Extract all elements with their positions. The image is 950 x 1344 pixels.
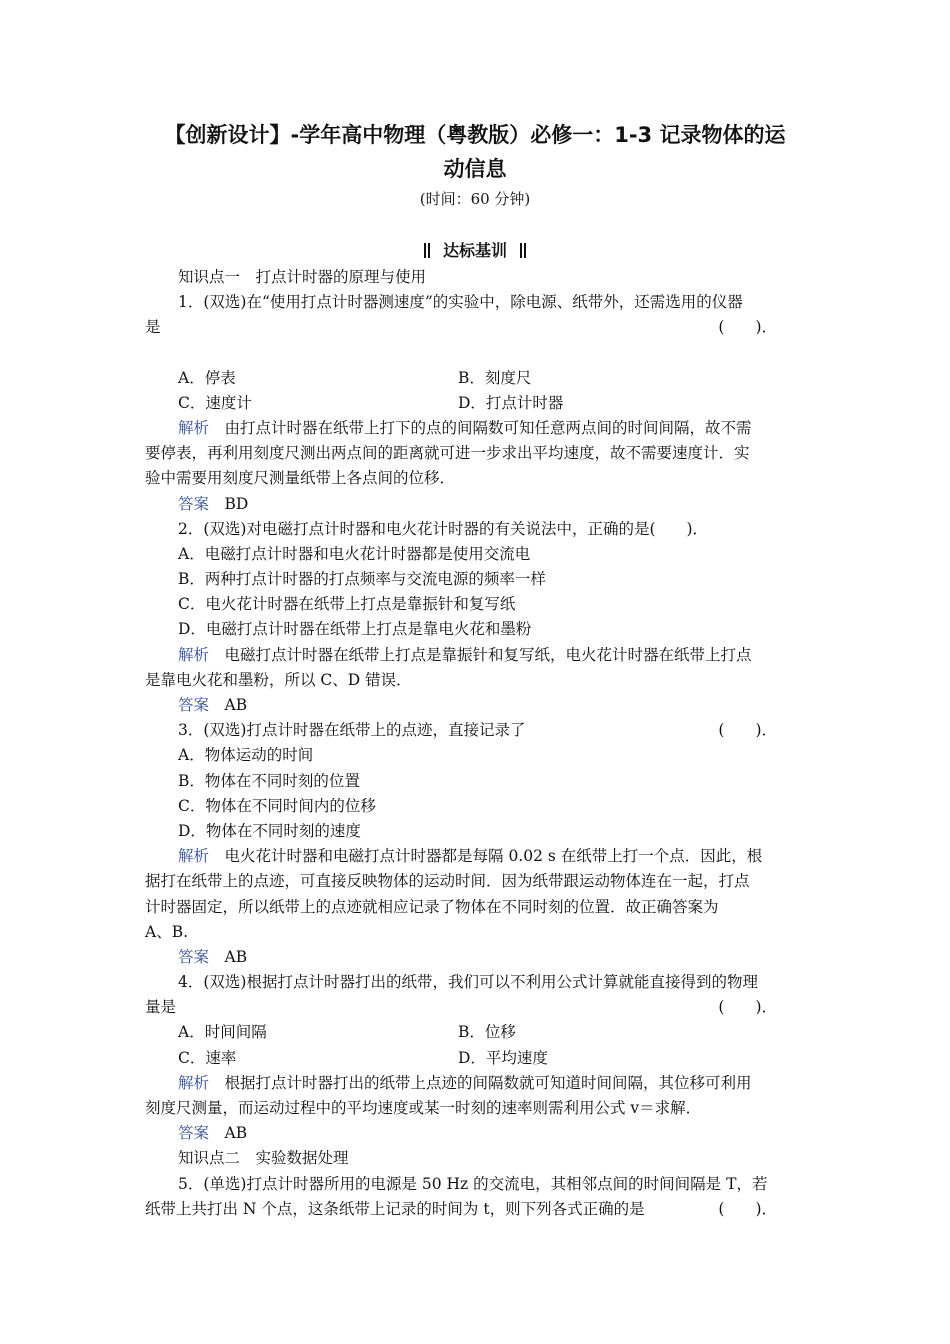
section-bar-right: [519, 241, 527, 260]
q4-option-c: C．速率: [178, 1048, 237, 1067]
q4-analysis-tag: 解析: [178, 1073, 210, 1092]
q3-stem: 3．(双选)打点计时器在纸带上的点迹，直接记录了 ( )．: [145, 718, 807, 743]
q2-analysis-tag: 解析: [178, 645, 210, 664]
q3-option-a: A．物体运动的时间: [178, 746, 314, 765]
q3-analysis-tag: 解析: [178, 847, 210, 866]
knowledge-point-2: 知识点二 实验数据处理: [178, 1149, 349, 1168]
q4-options-row-2: [145, 1046, 807, 1071]
q1-analysis-line-3: 验中需要用刻度尺测量纸带上各点间的位移．: [145, 469, 456, 488]
q1-option-d: D．打点计时器: [458, 393, 564, 412]
q2-stem: 2．(双选)对电磁打点计时器和电火花计时器的有关说法中，正确的是( )．: [178, 519, 709, 538]
q4-answer-blank: ( )．: [718, 998, 777, 1017]
section-heading: [0, 238, 950, 261]
q4-analysis-line-1: 解析 根据打点计时器打出的纸带上点迹的间隔数就可知道时间间隔，其位移可利用: [178, 1073, 752, 1092]
section-bar-left: [423, 241, 431, 260]
q4-option-d: D．平均速度: [458, 1048, 548, 1067]
q3-option-c: C．物体在不同时间内的位移: [178, 796, 376, 815]
q3-option-b: B．物体在不同时刻的位置: [178, 771, 360, 790]
q1-answer-tag: 答案: [178, 494, 210, 513]
q3-answer-blank: ( )．: [718, 721, 777, 740]
q2-analysis-line-2: 是靠电火花和墨粉，所以 C、D 错误．: [145, 670, 412, 689]
section-title: 达标基训: [442, 241, 507, 260]
q4-analysis-line-2: 刻度尺测量，而运动过程中的平均速度或某一时刻的速率则需利用公式 v＝求解．: [145, 1099, 702, 1117]
q1-option-b: B．刻度尺: [458, 368, 532, 387]
q1-option-a: A．停表: [178, 368, 236, 387]
q4-options-row-1: [145, 1020, 807, 1045]
q5-stem-line-1: 5．(单选)打点计时器所用的电源是 50 Hz 的交流电，其相邻点间的时间间隔是 T，若: [178, 1174, 768, 1193]
q1-stem-end: 是: [145, 318, 161, 337]
content: [145, 265, 807, 1222]
knowledge-point-1: 知识点一 打点计时器的原理与使用: [178, 268, 427, 286]
q2-option-c: C．电火花计时器在纸带上打点是靠振针和复写纸: [178, 595, 516, 614]
title-line-1: 【创新设计】-学年高中物理（粤教版）必修一：1-3 记录物体的运: [164, 123, 786, 147]
q5-answer-blank: ( )．: [718, 1199, 777, 1218]
q1-answer-blank: ( )．: [718, 318, 777, 337]
q2-analysis-line-1: 解析 电磁打点计时器在纸带上打点是靠振针和复写纸，电火花计时器在纸带上打点: [178, 645, 752, 664]
q3-answer: 答案 AB: [178, 947, 248, 966]
q3-answer-tag: 答案: [178, 947, 210, 966]
q3-analysis-line-3: 计时器固定，所以纸带上的点迹就相应记录了物体在不同时刻的位置．故正确答案为: [145, 897, 719, 916]
q1-answer: 答案 BD: [178, 494, 249, 513]
time-limit: (时间：60 分钟): [419, 190, 531, 208]
q1-analysis-line-2: 要停表，再利用刻度尺测出两点间的距离就可进一步求出平均速度，故不需要速度计．实: [145, 444, 750, 463]
title-line-2: 动信息: [443, 157, 507, 181]
q3-analysis-line-2: 据打在纸带上的点迹，可直接反映物体的运动时间．因为纸带跟运动物体连在一起，打点: [145, 872, 750, 891]
q1-options-row-1: [145, 366, 807, 391]
q4-answer: 答案 AB: [178, 1124, 248, 1143]
q1-analysis-line-1: 解析 由打点计时器在纸带上打下的点的间隔数可知任意两点间的时间间隔，故不需: [178, 418, 752, 437]
q3-analysis-line-4: A、B.: [145, 922, 189, 941]
q4-stem-line-2: 量是 ( )．: [145, 995, 807, 1020]
q1-options-row-2: [145, 391, 807, 416]
q1-analysis-tag: 解析: [178, 418, 210, 437]
q2-answer: 答案 AB: [178, 696, 248, 714]
q4-answer-tag: 答案: [178, 1124, 210, 1143]
q2-option-d: D．电磁打点计时器在纸带上打点是靠电火花和墨粉: [178, 620, 532, 639]
q3-option-d: D．物体在不同时刻的速度: [178, 821, 361, 840]
q5-stem-line-2: 纸带上共打出 N 个点，这条纸带上记录的时间为 t，则下列各式正确的是 ( )．: [145, 1197, 807, 1222]
q1-stem-line-2: [145, 315, 807, 340]
q3-analysis-line-1: 解析 电火花计时器和电磁打点计时器都是每隔 0.02 s 在纸带上打一个点．因此，根: [178, 847, 763, 866]
q4-stem-line-1: 4．(双选)根据打点计时器打出的纸带，我们可以不利用公式计算就能直接得到的物理: [178, 973, 758, 992]
q2-answer-tag: 答案: [178, 696, 210, 714]
q2-option-a: A．电磁打点计时器和电火花计时器都是使用交流电: [178, 544, 531, 563]
q1-stem-line-1: 1．(双选)在“使用打点计时器测速度”的实验中，除电源、纸带外，还需选用的仪器: [178, 293, 743, 312]
document-title: [120, 118, 830, 186]
q4-option-a: A．时间间隔: [178, 1023, 267, 1042]
q2-option-b: B．两种打点计时器的打点频率与交流电源的频率一样: [178, 570, 546, 589]
q1-option-c: C．速度计: [178, 393, 252, 412]
q4-option-b: B．位移: [458, 1023, 516, 1042]
